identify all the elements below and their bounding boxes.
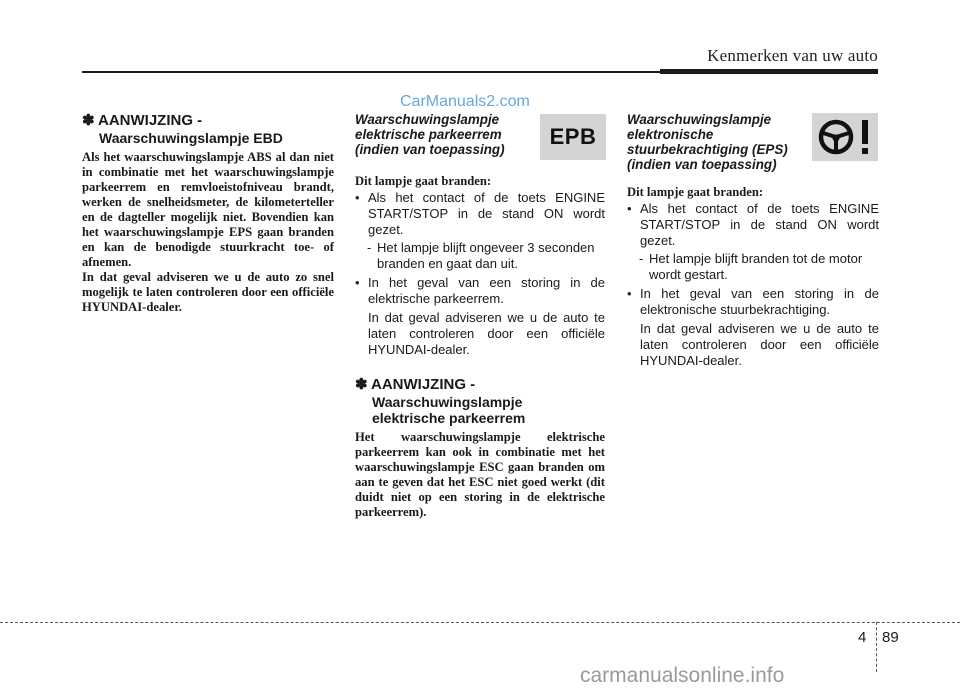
eps-title-line-2: elektronische — [627, 127, 714, 142]
bullet-icon: • — [355, 190, 360, 205]
eps-title-line-4: (indien van toepassing) — [627, 157, 777, 172]
epb-bullet-2-extra: In dat geval adviseren we u de auto te laten controleren door een officiële HYUNDAI-dealer. — [368, 310, 605, 357]
bullet-icon: • — [627, 201, 632, 216]
note-subheading: Waarschuwingslampje EBD — [99, 130, 283, 146]
dash-icon: - — [639, 251, 644, 266]
chapter-header-title: Kenmerken van uw auto — [707, 46, 878, 65]
steering-wheel-exclamation-icon — [816, 116, 874, 158]
note-heading-text: AANWIJZING - — [371, 376, 476, 393]
footer-rule — [0, 622, 960, 623]
epb-bullet-2-text: In het geval van een storing in de elektrische parkeerrem. — [368, 275, 605, 306]
eps-bullet-1-sub-text: Het lampje blijft branden tot de motor wordt gestart. — [649, 251, 863, 282]
epb-title-line-2: elektrische parkeerrem — [355, 127, 502, 142]
epb-bullet-1 — [355, 190, 605, 238]
chapter-number: 4 — [858, 629, 867, 646]
epb-title-line-1: Waarschuwingslampje — [355, 112, 500, 127]
bullet-icon: • — [627, 286, 632, 301]
eps-bullet-1-text: Als het contact of de toets ENGINE START/STOP in de stand ON wordt gezet. — [640, 201, 879, 248]
note-epb — [355, 377, 605, 520]
note-star-icon: ✽ — [82, 112, 95, 129]
eps-title-line-1: Waarschuwingslampje — [627, 112, 772, 127]
note-text: Als het waarschuwingslampje ABS al dan niet in combinatie met het waarschuwingslampje parkeerrem en remvloeistofniveau brandt, werken de snelheidsmeter, de kilometerteller en de dagteller mogelijk niet. Bovendien kan het waarschuwingslampje EPS gaan branden en kan de benodigde stuurkracht toe- of afnemen. — [82, 150, 334, 269]
eps-bullet-1 — [627, 201, 879, 249]
note-subheading-2: elektrische parkeerrem — [372, 410, 526, 426]
epb-bullet-1-sub-text: Het lampje blijft ongeveer 3 seconden branden en gaat dan uit. — [377, 240, 595, 271]
page-number: 89 — [882, 629, 899, 646]
page-separator — [876, 622, 877, 672]
note-heading-text: AANWIJZING - — [98, 112, 203, 129]
note-text-2: In dat geval adviseren we u de auto zo snel mogelijk te laten controleren door een officiële HYUNDAI-dealer. — [82, 270, 334, 314]
note-ebd — [82, 113, 334, 315]
epb-bullet-1-sub — [355, 240, 605, 272]
note-star-icon: ✽ — [355, 376, 368, 393]
epb-bullet-1-text: Als het contact of de toets ENGINE START/STOP in de stand ON wordt gezet. — [368, 190, 605, 237]
eps-bullet-1-sub — [627, 251, 879, 283]
note-heading — [82, 113, 334, 129]
steering-warning-icon — [812, 113, 878, 161]
epb-title-line-3: (indien van toepassing) — [355, 142, 505, 157]
eps-title-line-3: stuurbekrachtiging (EPS) — [627, 142, 788, 157]
watermark-text: CarManuals2.com — [400, 93, 530, 110]
eps-bullet-2 — [627, 286, 879, 318]
epb-lead: Dit lampje gaat branden: — [355, 174, 492, 188]
dash-icon: - — [367, 240, 372, 255]
note-subheading-1: Waarschuwingslampje — [372, 394, 523, 410]
note-heading — [355, 377, 605, 393]
header-rule-accent — [660, 69, 878, 74]
note-text: Het waarschuwingslampje elektrische parkeerrem kan ook in combinatie met het waarschuwingslampje ESC gaan branden om aan te geven dat het ESC niet goed werkt (dit duidt niet op een storing in de elektrische parkeerrem). — [355, 430, 605, 519]
header-rule — [82, 71, 662, 73]
bottom-watermark: carmanualsonline.info — [580, 664, 785, 687]
epb-icon-label: EPB — [549, 124, 597, 149]
eps-bullet-2-text: In het geval van een storing in de elektronische stuurbekrachtiging. — [640, 286, 879, 317]
epb-warning-icon — [540, 114, 606, 160]
epb-bullet-2 — [355, 275, 605, 307]
eps-bullet-2-extra: In dat geval adviseren we u de auto te laten controleren door een officiële HYUNDAI-dealer. — [640, 321, 879, 368]
bullet-icon: • — [355, 275, 360, 290]
eps-lead: Dit lampje gaat branden: — [627, 185, 764, 199]
epb-section — [355, 112, 605, 520]
